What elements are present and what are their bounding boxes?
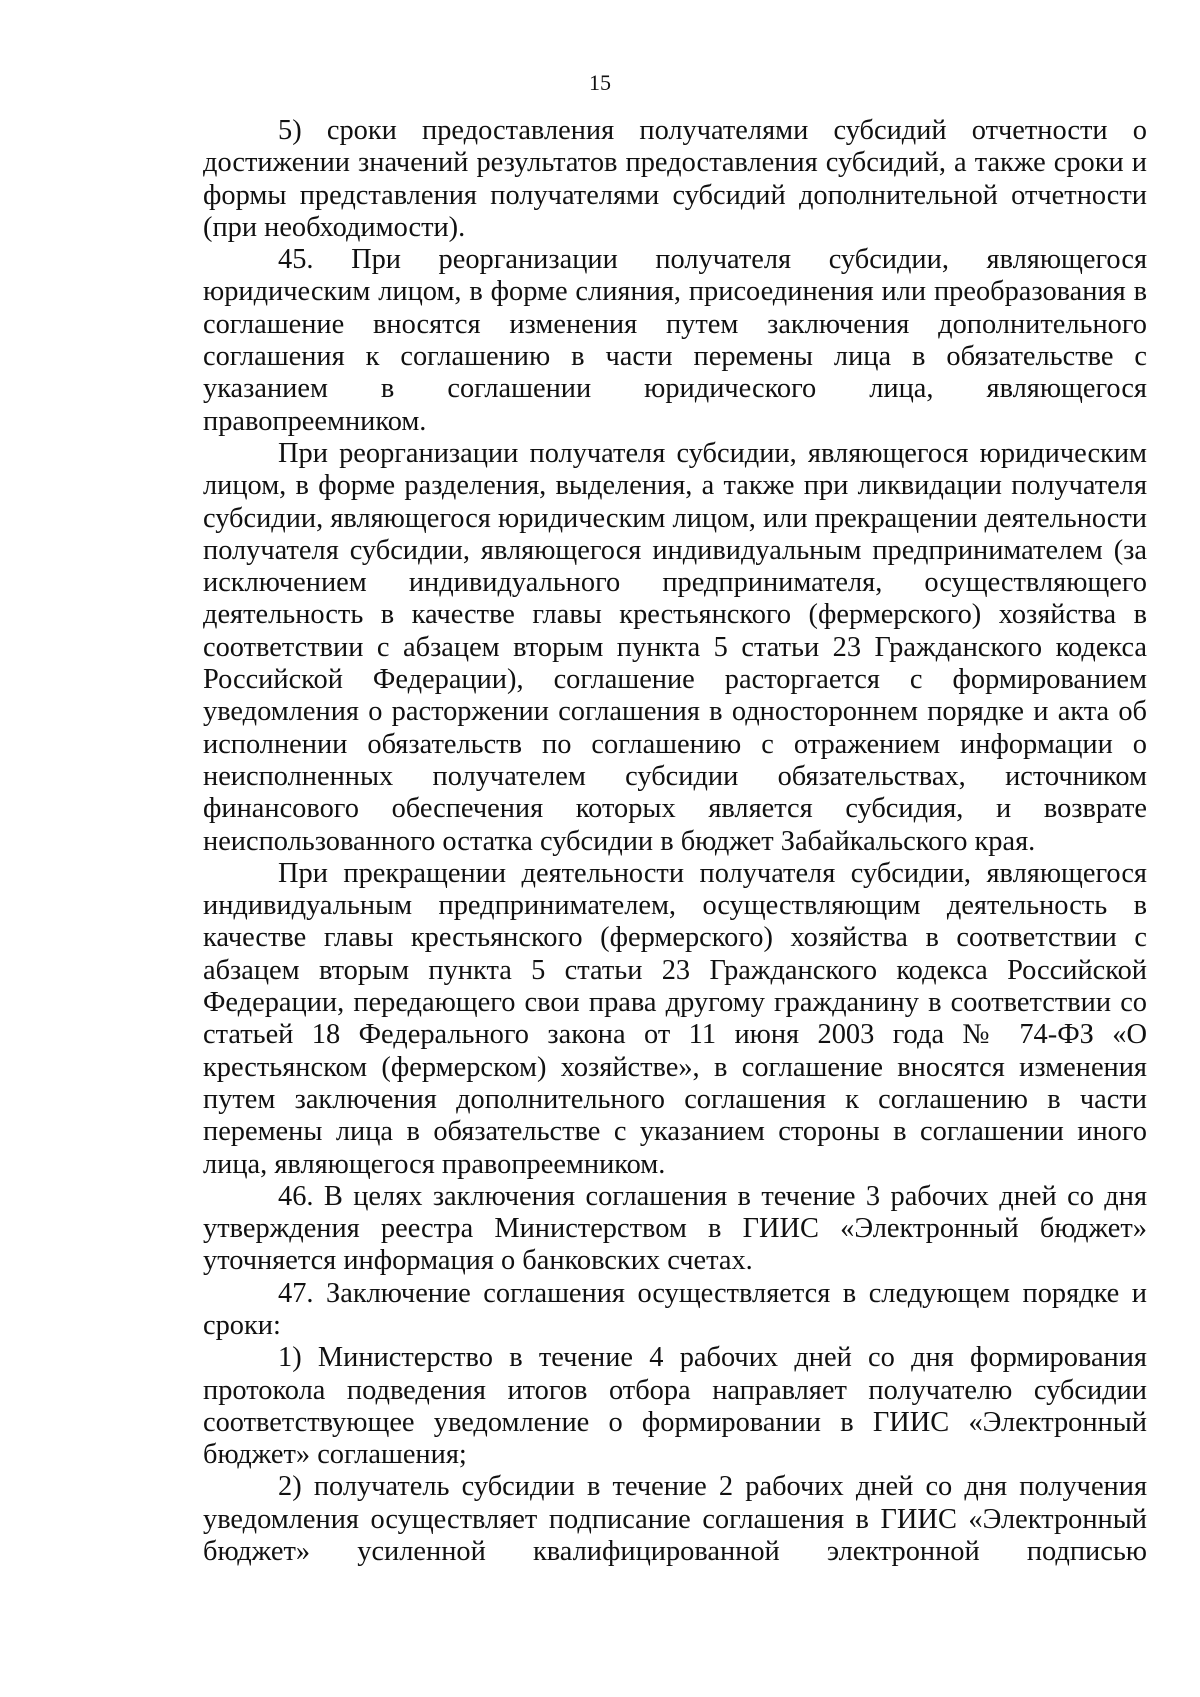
paragraph-reorganization-division: При реорганизации получателя субсидии, являющегося юридическим лицом, в форме разделения, выделения, а также при ликвидации получателя субсидии, являющегося юридическим лицом, или прекращении деятельности получателя субсидии, являющегося индивидуальным предпринимателем (за исключением индивидуального предпринимателя, осуществляющего деятельность в качестве главы крестьянского (фермерского) хозяйства в соответствии с абзацем вторым пункта 5 статьи 23 Гражданского кодекса Российской Федерации), соглашение расторгается с формированием уведомления о расторжении соглашения в одностороннем порядке и акта об исполнении обязательств по соглашению с отражением информации о неисполненных получателем субсидии обязательствах, источником финансового обеспечения которых является субсидия, и возврате неиспользованного остатка субсидии в бюджет Забайкальского края. (203, 437, 1147, 857)
paragraph-47-agreement-procedure: 47. Заключение соглашения осуществляется в следующем порядке и сроки: (203, 1277, 1147, 1341)
paragraph-45-reorganization-merger: 45. При реорганизации получателя субсидии, являющегося юридическим лицом, в форме слияния, присоединения или преобразования в соглашение вносятся изменения путем заключения дополнительного соглашения к соглашению в части перемены лица в обязательстве с указанием в соглашении юридического лица, являющегося правопреемником. (203, 244, 1147, 437)
document-body (203, 115, 1147, 1568)
paragraph-item-2-recipient-signing: 2) получатель субсидии в течение 2 рабочих дней со дня получения уведомления осуществляет подписание соглашения в ГИИС «Электронный бюджет» усиленной квалифицированной электронной подписью (203, 1471, 1147, 1568)
paragraph-item-1-ministry-notice: 1) Министерство в течение 4 рабочих дней со дня формирования протокола подведения итогов отбора направляет получателю субсидии соответствующее уведомление о формировании в ГИИС «Электронный бюджет» соглашения; (203, 1342, 1147, 1471)
paragraph-46-bank-accounts: 46. В целях заключения соглашения в течение 3 рабочих дней со дня утверждения реестра Министерством в ГИИС «Электронный бюджет» уточняется информация о банковских счетах. (203, 1180, 1147, 1277)
paragraph-termination-entrepreneur: При прекращении деятельности получателя субсидии, являющегося индивидуальным предпринимателем, осуществляющим деятельность в качестве главы крестьянского (фермерского) хозяйства в соответствии с абзацем вторым пункта 5 статьи 23 Гражданского кодекса Российской Федерации, передающего свои права другому гражданину в соответствии со статьей 18 Федерального закона от 11 июня 2003 года № 74-ФЗ «О крестьянском (фермерском) хозяйстве», в соглашение вносятся изменения путем заключения дополнительного соглашения к соглашению в части перемены лица в обязательстве с указанием стороны в соглашении иного лица, являющегося правопреемником. (203, 857, 1147, 1180)
page-number: 15 (589, 70, 611, 95)
paragraph-item-5-reporting-deadlines: 5) сроки предоставления получателями субсидий отчетности о достижении значений результатов предоставления субсидий, а также сроки и формы представления получателями субсидий дополнительной отчетности (при необходимости). (203, 115, 1147, 243)
